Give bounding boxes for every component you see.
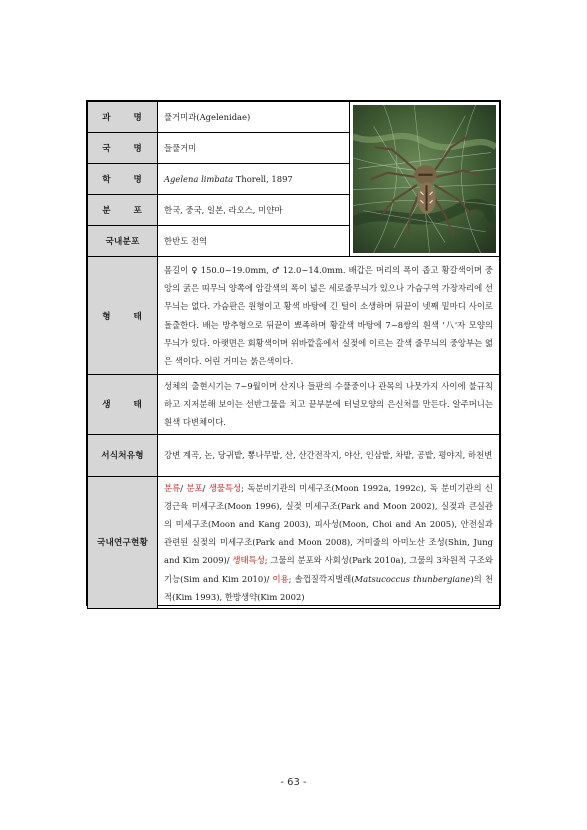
spider-photo [353,105,496,253]
row-ecology [88,375,500,435]
research-italic-species: Matsucoccus thunbergiane [354,573,471,584]
research-part-3-end: )의 천적(Kim 1993), 한방생약(Kim 2002) [164,573,493,602]
cat-use: 이용 [272,573,289,584]
label-ecology: 생 태 [88,375,158,435]
value-korean-name: 들풀거미 [158,133,350,164]
species-info-sheet [86,100,501,606]
value-family: 풀거미과(Agelenidae) [158,102,350,133]
value-ecology: 성체의 출현시기는 7~9월이며 산지나 들판의 수풀중이나 관목의 나뭇가지 사이에 불규칙하고 지저분해 보이는 선반그물을 치고 끝부분에 터널모양의 은신처를 만든다. 알주머니는 흰색 다변체이다. [158,375,500,435]
label-korean-name: 국 명 [88,133,158,164]
value-distribution: 한국, 중국, 일본, 라오스, 미얀마 [158,195,350,226]
row-habitat-type [88,434,500,476]
label-morphology: 형 태 [88,257,158,375]
cat-physiology: 생물특성 [208,482,242,493]
research-part-1: ; 독분비기관의 미세구조(Moon 1992a, 1992c), 독 분비기관의 신경근육 미세구조(Moon 1996), 실젖 미세구조(Park and Moon 2002), 실젖과 큰실관의 미세구조(Moon and Kang 2003), 피사성(Moon, Choi and An 2005), 안전실과 관련된 실젖의 미세구조(Park and Moon 2008), 거미줄의 아미노산 조성(Shin, Jung and Kim 2009)/ [164,482,494,566]
photo-cell [350,102,500,257]
value-scientific-name [158,164,350,195]
value-domestic-distribution: 한반도 전역 [158,226,350,257]
cat-distribution: 분포 [186,482,203,493]
sci-species: limbata [201,174,234,184]
value-domestic-research: 분류/ 분포/ 생물특성; 독분비기관의 미세구조(Moon 1992a, 1992c), 독 분비기관의 신경근육 미세구조(Moon 1996), 실젖 미세구조(Park and Moon 2002), 실젖과 큰실관의 미세구조(Moon and Kang 2003), 피사성(Moon, Choi and An 2005), 안전실과 관련된 실젖의 미세구조(Park and Moon 2008), 거미줄의 아미노산 조성(Shin, Jung and Kim 2009)/ 생태특성; 그물의 분포와 사회성(Park 2010a), 그물의 3차원적 구조와 기능(Sim and Kim 2010)/ 이용; 솔껍질깍지벌레(Matsucoccus thunbergiane)의 천적(Kim 1993), 한방생약(Kim 2002) [158,476,500,608]
sci-genus: Agelena [164,174,199,184]
label-scientific-name: 학 명 [88,164,158,195]
value-morphology: 몸길이 ♀ 150.0~19.0mm, ♂ 12.0~14.0mm. 배갑은 머리의 폭이 좁고 황갈색이며 중앙의 굵은 띠무늬 양쪽에 암갈색의 폭이 넓은 세로줄무늬가 있으나 가슴구역 가장자리에 선무늬는 없다. 가슴판은 원형이고 황색 바탕에 긴 털이 소생하며 뒤끝이 넷째 밑마디 사이로 돌출한다. 배는 방추형으로 뒤끝이 뾰족하며 황갈색 바탕에 7~8쌍의 흰색 '八'자 모양의 무늬가 있다. 아랫면은 회황색이며 위바깥홈에서 실젖에 이르는 갈색 줄무늬의 중앙부는 엷은 색이다. 어린 거미는 붉은색이다. [158,257,500,375]
row-family [88,102,500,133]
research-part-3: ; 솔껍질깍지벌레( [288,573,355,584]
research-part-2: ; 그물의 분포와 사회성(Park 2010a), 그물의 3차원적 구조와 기능(Sim and Kim 2010)/ [164,555,493,584]
row-domestic-research [88,476,500,608]
value-habitat-type: 강변 계곡, 논, 당귀밭, 뽕나무밭, 산, 산간전작지, 야산, 인삼밭, 차밭, 공밭, 평야지, 하천변 [158,434,500,476]
label-distribution: 분 포 [88,195,158,226]
row-morphology [88,257,500,375]
cat-ecology: 생태특성 [232,555,265,566]
page-number: - 63 - [280,777,307,788]
spider-photo-image [353,105,496,253]
cat-taxonomy: 분류 [164,482,181,493]
sci-authority: Thorell, 1897 [235,174,293,184]
label-domestic-distribution: 국내분포 [88,226,158,257]
label-family: 과 명 [88,102,158,133]
label-habitat-type: 서식처유형 [88,434,158,476]
label-domestic-research: 국내연구현황 [88,476,158,608]
species-info-table [87,101,500,609]
